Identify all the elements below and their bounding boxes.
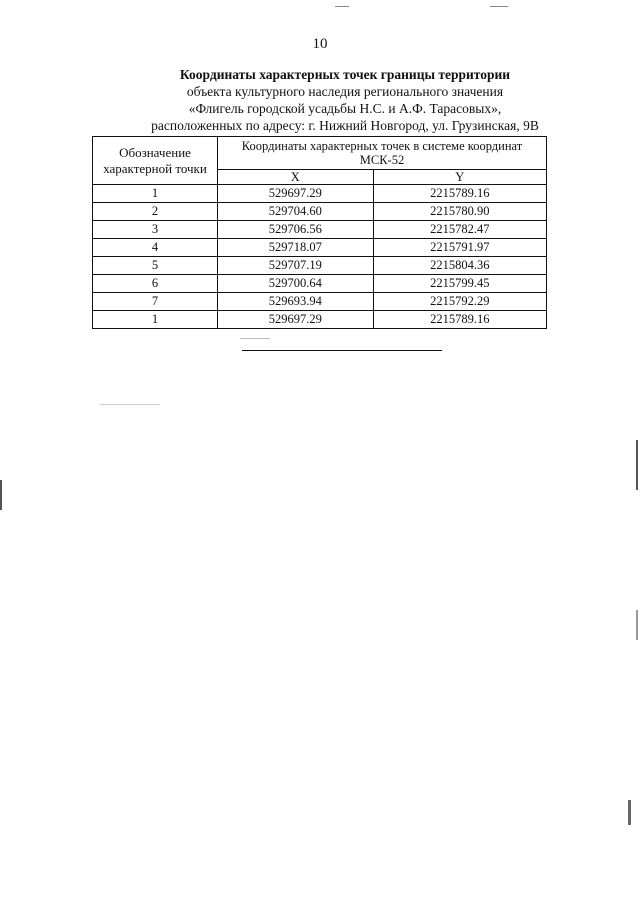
- table-row: [93, 293, 547, 311]
- cell-y: 2215789.16: [373, 185, 547, 203]
- cell-y: 2215789.16: [373, 311, 547, 329]
- separator-line: [242, 350, 442, 351]
- header-coords-line-2: МСК-52: [359, 153, 405, 167]
- cell-point: 2: [93, 203, 218, 221]
- cell-point: 1: [93, 185, 218, 203]
- scan-speck: [240, 338, 270, 339]
- cell-x: 529693.94: [218, 293, 374, 311]
- scan-edge-mark: [636, 610, 638, 640]
- header-point-designation: [93, 137, 218, 185]
- table-row: [93, 185, 547, 203]
- table-row: [93, 275, 547, 293]
- cell-y: 2215791.97: [373, 239, 547, 257]
- scan-edge-mark: [0, 480, 2, 510]
- cell-x: 529718.07: [218, 239, 374, 257]
- coordinates-table-body: [93, 185, 547, 329]
- table-row: [93, 311, 547, 329]
- cell-x: 529697.29: [218, 185, 374, 203]
- header-point-line-2: характерной точки: [103, 160, 207, 176]
- scan-speck: [490, 6, 508, 7]
- scan-edge-mark: [628, 800, 631, 825]
- cell-y: 2215782.47: [373, 221, 547, 239]
- cell-point: 5: [93, 257, 218, 275]
- table-row: [93, 203, 547, 221]
- coordinates-table: [92, 136, 547, 329]
- title-line-4: расположенных по адресу: г. Нижний Новгород, ул. Грузинская, 9В: [151, 118, 539, 133]
- cell-y: 2215804.36: [373, 257, 547, 275]
- cell-point: 7: [93, 293, 218, 311]
- header-coords-line-1: Координаты характерных точек в системе координат: [241, 139, 523, 153]
- cell-x: 529706.56: [218, 221, 374, 239]
- cell-x: 529700.64: [218, 275, 374, 293]
- title-line-1: Координаты характерных точек границы территории: [179, 67, 511, 82]
- cell-y: 2215780.90: [373, 203, 547, 221]
- table-row: [93, 239, 547, 257]
- table-row: [93, 257, 547, 275]
- cell-y: 2215799.45: [373, 275, 547, 293]
- scan-speck: [100, 404, 160, 405]
- cell-point: 3: [93, 221, 218, 239]
- scan-speck: [335, 6, 349, 7]
- title-line-3: «Флигель городской усадьбы Н.С. и А.Ф. Тарасовых»,: [188, 101, 502, 116]
- table-row: [93, 221, 547, 239]
- title-line-2: объекта культурного наследия регионального значения: [186, 84, 504, 99]
- header-point-line-1: Обозначение: [119, 144, 191, 160]
- page-number: 10: [312, 36, 328, 52]
- document-title: [60, 66, 630, 134]
- header-y: Y: [373, 170, 547, 185]
- cell-x: 529704.60: [218, 203, 374, 221]
- scan-edge-mark: [636, 440, 638, 490]
- cell-point: 1: [93, 311, 218, 329]
- cell-x: 529697.29: [218, 311, 374, 329]
- cell-x: 529707.19: [218, 257, 374, 275]
- header-coordinates-group: [218, 137, 547, 170]
- header-x: X: [218, 170, 374, 185]
- cell-y: 2215792.29: [373, 293, 547, 311]
- cell-point: 6: [93, 275, 218, 293]
- cell-point: 4: [93, 239, 218, 257]
